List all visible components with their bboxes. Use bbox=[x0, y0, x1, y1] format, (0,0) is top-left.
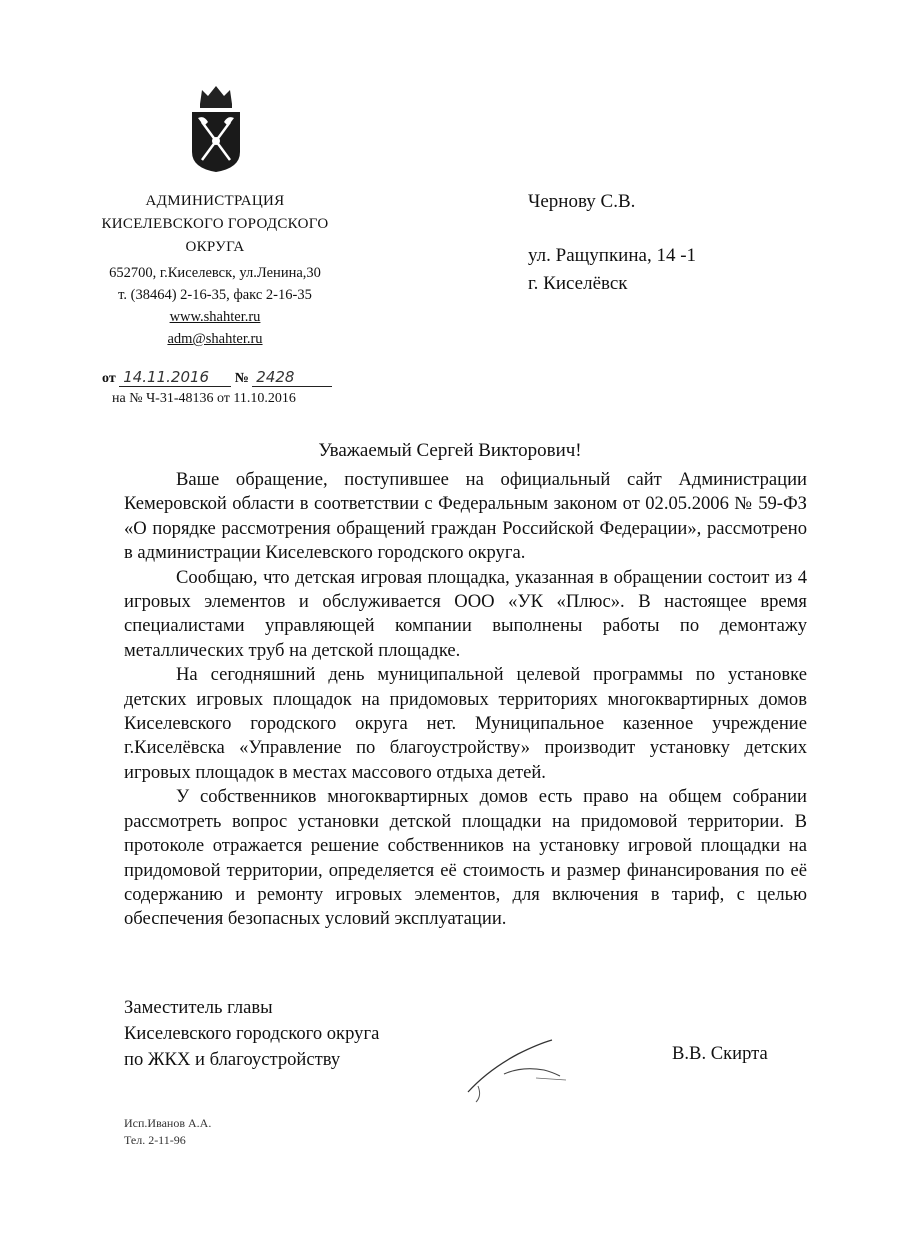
recipient-city: г. Киселёвск bbox=[528, 273, 628, 294]
greeting: Уважаемый Сергей Викторович! bbox=[318, 440, 582, 461]
letter-body bbox=[124, 468, 807, 932]
org-line-3: ОКРУГА bbox=[185, 239, 245, 255]
number-label: № bbox=[234, 371, 249, 386]
recipient-block bbox=[528, 188, 696, 298]
signer-title-line-2: Киселевского городского округа bbox=[124, 1023, 380, 1044]
recipient-name: Чернову С.В. bbox=[528, 191, 636, 212]
handwritten-number: 2428 bbox=[252, 368, 332, 387]
paragraph: Сообщаю, что детская игровая площадка, указанная в обращении состоит из 4 игровых элементов и обслуживается ООО «УК «Плюс». В настоящее время специалистами управляющей компании выполнены работы по демонтажу металлических труб на детской площадке. bbox=[124, 566, 807, 661]
registration-line bbox=[102, 368, 332, 387]
paragraph: У собственников многоквартирных домов есть право на общем собрании рассмотреть вопрос установки детской площадки на придомовой территории. В протоколе отражается решение собственников на установку игровой площадки на придомовой территории, определяется её стоимость и размер финансирования по её содержанию и ремонту игровых элементов, для включения в тариф, с целью обеспечения безопасных условий эксплуатации. bbox=[124, 786, 807, 930]
org-line-2: КИСЕЛЕВСКОГО ГОРОДСКОГО bbox=[101, 216, 329, 232]
signer-title bbox=[124, 995, 379, 1073]
sender-address: 652700, г.Киселевск, ул.Ленина,30 bbox=[109, 265, 321, 281]
coat-of-arms-icon bbox=[190, 82, 242, 174]
executor-info bbox=[124, 1115, 211, 1149]
sender-phone: т. (38464) 2-16-35, факс 2-16-35 bbox=[118, 287, 312, 303]
sender-contacts bbox=[70, 262, 360, 350]
recipient-street: ул. Ращупкина, 14 -1 bbox=[528, 245, 697, 266]
executor-name: Исп.Иванов А.А. bbox=[124, 1116, 212, 1130]
handwritten-signature-icon bbox=[448, 1030, 578, 1110]
sender-website-link[interactable]: www.shahter.ru bbox=[169, 309, 261, 325]
sender-organization bbox=[70, 190, 360, 259]
executor-phone: Тел. 2-11-96 bbox=[124, 1133, 186, 1147]
paragraph: Ваше обращение, поступившее на официальный сайт Администрации Кемеровской области в соответствии с Федеральным законом от 02.05.2006 № 59-ФЗ «О порядке рассмотрения обращений граждан Российской Федерации», рассмотрено в администрации Киселевского городского округа. bbox=[124, 469, 807, 564]
signer-title-line-1: Заместитель главы bbox=[124, 997, 273, 1018]
org-line-1: АДМИНИСТРАЦИЯ bbox=[145, 193, 285, 209]
reply-reference: на № Ч-31-48136 от 11.10.2016 bbox=[112, 391, 296, 406]
signer-name: В.В. Скирта bbox=[672, 1043, 768, 1064]
sender-email-link[interactable]: adm@shahter.ru bbox=[167, 331, 263, 347]
handwritten-date: 14.11.2016 bbox=[119, 368, 231, 387]
signer-title-line-3: по ЖКХ и благоустройству bbox=[124, 1049, 341, 1070]
from-label: от bbox=[102, 371, 116, 386]
paragraph: На сегодняшний день муниципальной целевой программы по установке детских игровых площадок на придомовых территориях многоквартирных домов Киселевского городского округа нет. Муниципальное казенное учреждение г.Киселёвска «Управление по благоустройству» производит установку детских игровых площадок в местах массового отдыха детей. bbox=[124, 664, 807, 783]
